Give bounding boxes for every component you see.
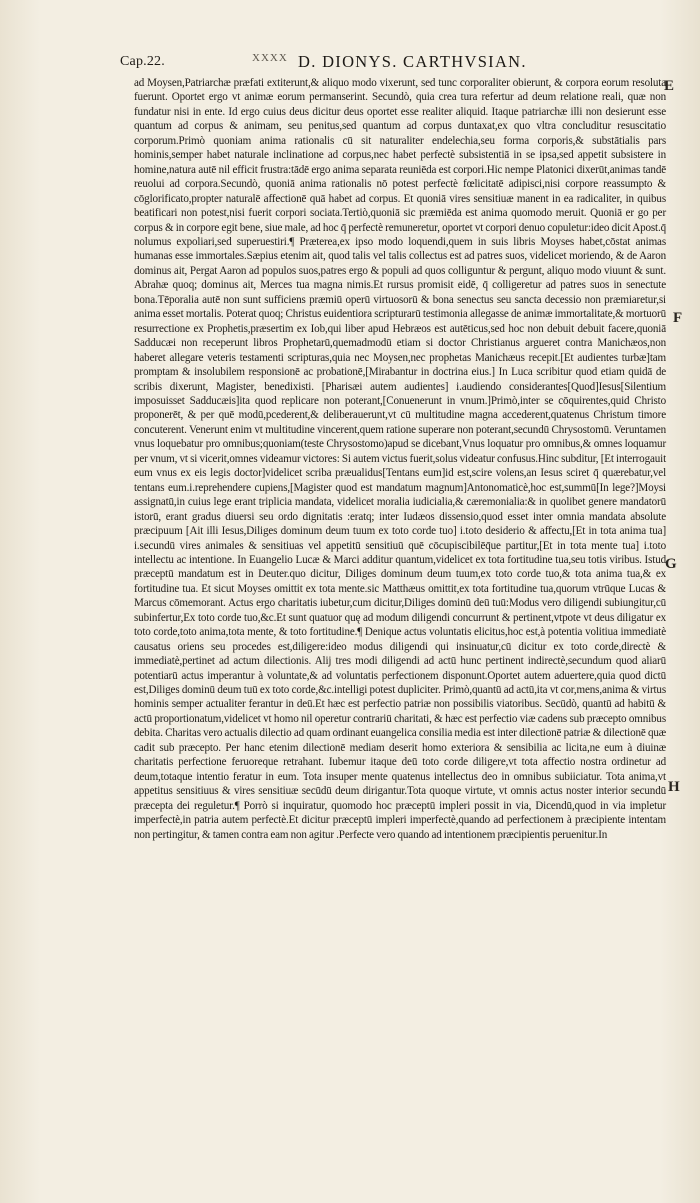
margin-letter-f: F <box>673 310 683 326</box>
margin-letter-e: E <box>664 78 675 94</box>
header-overprint: XXXX <box>252 52 288 64</box>
running-header <box>120 52 590 74</box>
margin-letter-h: H <box>668 779 680 795</box>
body-text-block <box>134 76 666 842</box>
running-title: D. DIONYS. CARTHVSIAN. <box>298 52 527 71</box>
body-paragraph: ad Moysen,Patriarchæ præfati extiterunt,& aliquo modo vixerunt, sed tunc corporaliter obierunt, & corpora eorum resoluta fuerunt. Oportet ergo vt animæ eorum permanserint. Secundò, quia crea tura refertur ad deum relatione reali, quæ non fundatur nisi in ente. Id ergo cuius deus dicitur deus oportet esse realiter aliquid. Itaque patriarchæ illi non desierunt esse quantum ad corpus & animam, seu penitus,sed quantum ad corpus duntaxat,ex quo vltra concluditur resuscitatio corporum.Primò quoniam anima rationalis cū sit naturaliter endelechia,seu forma corporis,& substātialis pars hominis,semper habet naturale inclinatione ad corpus,nec habet perfectè subsistentiā in se ipsa,sed appetit subsistere in homine,natura autē nil efficit frustra:tādē ergo anima separata reuniēda est corpori.Hic nempe Platonici dixerūt,animas tandē reuolui ad corpora.Secundò, quoniā anima rationalis nō potest perfectè fœlicitatē adipisci,nisi corpore reassumpto & cōglorificato,propter naturalē affectionē quā habet ad corpus. Et quoniā vires sensitiuæ manent in ea radicaliter, in quibus beatificari non potest,nisi fuerit corpori sociata.Tertiò,quoniā sic præmiēda est anima quomodo meruit. Quoniā er go per corpus & in corpore egit bene, siue male, ad hoc q̄ perfectè remuneretur, oportet vt corpori denuo copuletur:ideo dicit Apost.q̄ nolumus expoliari,sed superuestiri.¶ Præterea,ex ipso modo loquendi,quem in suis libris Moyses habet,cōstat animas humanas esse immortales.Sæpius etenim ait, quod talis vel talis collectus est ad patres suos, videlicet moriendo, & de Aaron dominus ait, Pergat Aaron ad populos suos,patres ergo & populi ad quos colliguntur & pergunt, aliquo modo viuunt & sunt. Abrahæ quoq; dominus ait, Merces tua magna nimis.Et rursus promisit eidē, q̄ colligeretur ad patres suos in senectute bona.Tēporalia autē non sunt sufficiens præmiū operū virtuosorū & bona senectus seu sancta decessio non præmiaretur,si anima esset mortalis. Poterat quoq; Christus euidentiora scripturarū testimonia allegasse de animæ immortalitate,& mortuorū resurrectione ex Prophetis,præsertim ex Iob,qui liber apud Hebræos est autēticus,sed hoc non debuit debuit facere,quoniā Sadducæi non receperunt libros Prophetarū,quemadmodū etiam si doctor Christianus argueret contra Manichæos,non haberet allegare veteris testamenti scripturas,quia nec Moysen,nec prophetas Manichæus recepit.[Et audientes turbæ]tam promptam & insolubilem responsionē ac probationē,[Mirabantur in doctrina eius.] In Luca scribitur quod etiam quidā de scribis dixerunt, Magister, benedixisti. [Pharisæi autem audientes] i.audiendo considerantes[Quod]Iesus[Silentium imposuisset Sadducæis]ita quod replicare non poterant,[Conuenerunt in vnum.]Primò,inter se cōquirentes,quid Christo proponerēt, & per quē modū,pcederent,& deliberauerunt,vt cū multitudine magna accederent,quatenus Christum timore concuterent. Venerunt enim vt multitudine vincerent,quem ratione superare non poterant,secundū Chrysostomū. Veruntamen vnus loquebatur pro omnibus;quoniam(teste Chrysostomo)apud se dicebant,Vnus loquatur pro omnibus,& omnes loquamur per vnum, vt si vicerit,omnes videamur victores: Si autem victus fuerit,solus videatur confusus.Hinc subditur, [Et interrogauit eum vnus ex eis legis doctor]videlicet scriba præualidus[Tentans eum]id est,scire volens,an Iesus sciret q̄ quærebatur,vel tentans eum.i.reprehendere cupiens,[Magister quod est mandatum magnum]Antonomaticè,hoc est,summū[In lege?]Moysi assignatū,in cuius lege erant triplicia mandata, videlicet moralia iudicialia,& cæremonialia:& in quolibet genere mandatorū istorū, erant gradus diuersi seu ordo dignitatis :eratq; inter Iudæos dissensio,quod esset inter omnia mandata absolute præcipuum [Ait illi Iesus,Diliges dominum deum tuum ex toto corde tuo] i.toto desiderio & affectu,[Et in tota anima tua] i.secundū vires animales & sensitiuas vel appetitū sensitiuū quē cōcupiscibilēq̄ue partitur,[Et in tota mente tua] i.toto intellectu ac intentione. In Euangelio Lucæ & Marci additur quantum,videlicet ex tota fortitudine tua,seu totis viribus. Istud præceptū mandatum est in Deuter.quo dicitur, Diliges dominum deum tuum,ex toto corde tuo,& tota anima tua,& ex fortitudine tua. Et sicut Moyses omittit ex tota mente.sic Matthæus omittit,ex tota fortitudine tua,quorum vtrūque Lucas & Marcus cōmemorant. Actus ergo charitatis iubetur,cum dicitur,Diliges dominū deū tuū:Modus vero diligendi subiungitur,cū subinfertur,Ex toto corde tuo,&c.Et sunt quatuor quę ad modum diligendi concurrunt & pertinent,vtpote vt deus diligatur ex toto corde,toto anima,tota mente, & toto fortitudine.¶ Denique actus voluntatis elicitus,hoc est,à potentia volitiua immediatè causatus oriens seu procedes est,diligere:ideo modus diligendi qui insinuatur,cū dicitur ex toto corde,directè & immediatè,pertinet ad actum dilectionis. Alij tres modi diligendi ad actū hunc pertinent indirectè,secundum quod aliarū potentiarū actus imperantur à voluntate,& ad voluntatis perfectionem disponunt.Oportet autem aduertere,quia quod dictū est,Diliges dominū deum tuū ex toto corde,&c.intelligi potest dupliciter. Primò,quantū ad actū,ita vt cor,mens,anima & virtus hominis semper actualiter ferantur in deū.Et hæc est perfectio patriæ non possibilis viatoribus. Secūdò, quantū ad habitū & actū proportionatum,videlicet vt homo nil operetur contrariū charitati, & hæc est perfectio viæ cadens sub præcepto omnibus debita. Charitas vero actualis dilectio ad quam ordinant euangelica consilia media est inter dilectionē patriæ & dilectionē quæ cadit sub præcepto. Per hanc etenim dilectionē mediam deserit homo exteriora & sensibilia ac licita,ne eum à diuinæ charitatis perfectione feruoreque retrahant. Iubemur itaque deū toto corde diligere,vt tota affectio nostra ordinetur ad deum,totaque intentio feratur in eum. Tota insuper mente quatenus intellectus deo in omnibus subiiciatur. Tota anima,vt appetitus sensitiuus & vires sensitiuæ secūdū deum dirigantur.Tota quoque virtute, vt omnis actus noster interior secundū præcepta dei reguletur.¶ Porrò si inquiratur, quomodo hoc præceptū impleri possit in via, Dicendū,quod in via impletur imperfectè,in patria autem perfectè.Et dicitur præceptū impleri imperfectè,quando ad perfectionem à præcipiente intentam non pertingitur, & tamen contra eam non agitur .Perfecte vero quando ad intentionem præcipientis peruenitur.In <box>134 77 666 841</box>
chapter-label: Cap.22. <box>120 54 165 69</box>
margin-letter-g: G <box>665 556 677 572</box>
